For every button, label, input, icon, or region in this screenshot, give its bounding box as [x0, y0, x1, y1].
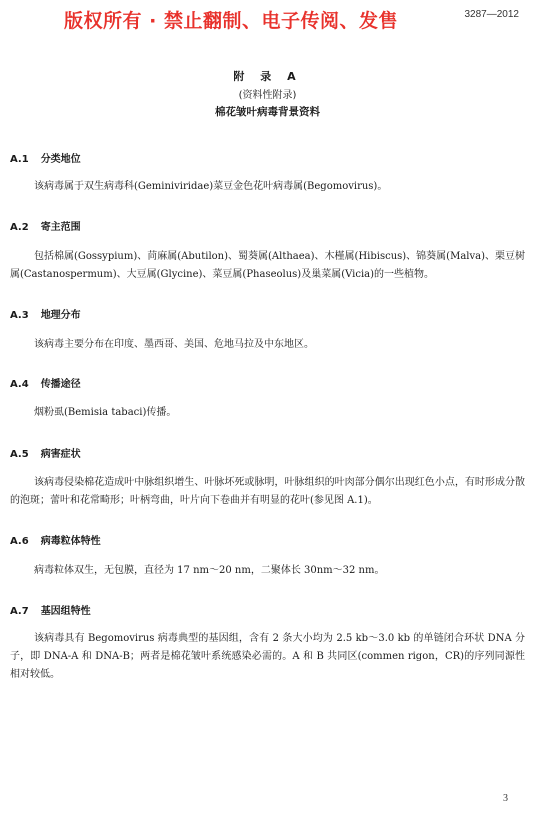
section-title: 病害症状: [40, 449, 81, 460]
section-number: A.4: [10, 379, 29, 390]
appendix-heading: 棉花皱叶病毒背景资料: [215, 106, 320, 118]
appendix-title: 附 录 A: [233, 70, 302, 83]
page-number: 3: [503, 793, 508, 804]
section-heading-a3: [10, 306, 81, 321]
section-text-a5: 该病毒侵染棉花造成叶中脉组织增生、叶脉坏死或脉明，叶脉组织的叶肉部分偶尔出现红色小点，有时形成分散的泡斑；蕾叶和花常畸形；叶柄弯曲，叶片向下卷曲并有明显的花叶(参见图 A.1)。: [10, 477, 525, 506]
section-heading-a1: [10, 150, 81, 165]
section-title: 分类地位: [40, 154, 81, 165]
section-heading-a6: [10, 532, 101, 547]
section-heading-a7: [10, 602, 91, 617]
standard-number: 3287—2012: [464, 9, 519, 20]
section-title: 病毒粒体特性: [40, 536, 101, 547]
section-number: A.7: [10, 606, 29, 617]
section-text-a6: 病毒粒体双生，无包膜，直径为 17 nm～20 nm，二聚体长 30nm～32 nm。: [34, 565, 385, 576]
section-title: 地理分布: [40, 310, 81, 321]
section-number: A.1: [10, 154, 29, 165]
appendix-subtitle: (资料性附录): [238, 90, 297, 101]
section-text-a3: 该病毒主要分布在印度、墨西哥、美国、危地马拉及中东地区。: [34, 339, 314, 350]
section-number: A.5: [10, 449, 29, 460]
section-text-a7: 该病毒具有 Begomovirus 病毒典型的基因组，含有 2 条大小均为 2.5 kb～3.0 kb 的单链闭合环状 DNA 分子，即 DNA-A 和 DNA-B；两者是棉花皱叶系统感染必需的。A 和 B 共同区(commen rigon，CR)的序列同源性相对较低。: [10, 633, 525, 680]
section-title: 基因组特性: [40, 606, 91, 617]
copyright-watermark: 版权所有 · 禁止翻制、电子传阅、发售: [64, 10, 398, 32]
section-text-a1: 该病毒属于双生病毒科(Geminiviridae)菜豆金色花叶病毒属(Begomovirus)。: [34, 181, 388, 192]
section-title: 寄主范围: [40, 222, 81, 233]
section-heading-a4: [10, 375, 81, 390]
section-heading-a2: [10, 218, 81, 233]
section-title: 传播途径: [40, 379, 81, 390]
section-text-a2: 包括棉属(Gossypium)、苘麻属(Abutilon)、蜀葵属(Althaea)、木槿属(Hibiscus)、锦葵属(Malva)、栗豆树属(Castanospermum)、大豆属(Glycine)、菜豆属(Phaseolus)及巢菜属(Vicia)的一些植物。: [10, 251, 525, 280]
section-text-a4: 烟粉虱(Bemisia tabaci)传播。: [34, 407, 177, 418]
section-heading-a5: [10, 445, 81, 460]
section-number: A.2: [10, 222, 29, 233]
section-number: A.6: [10, 536, 29, 547]
section-number: A.3: [10, 310, 29, 321]
